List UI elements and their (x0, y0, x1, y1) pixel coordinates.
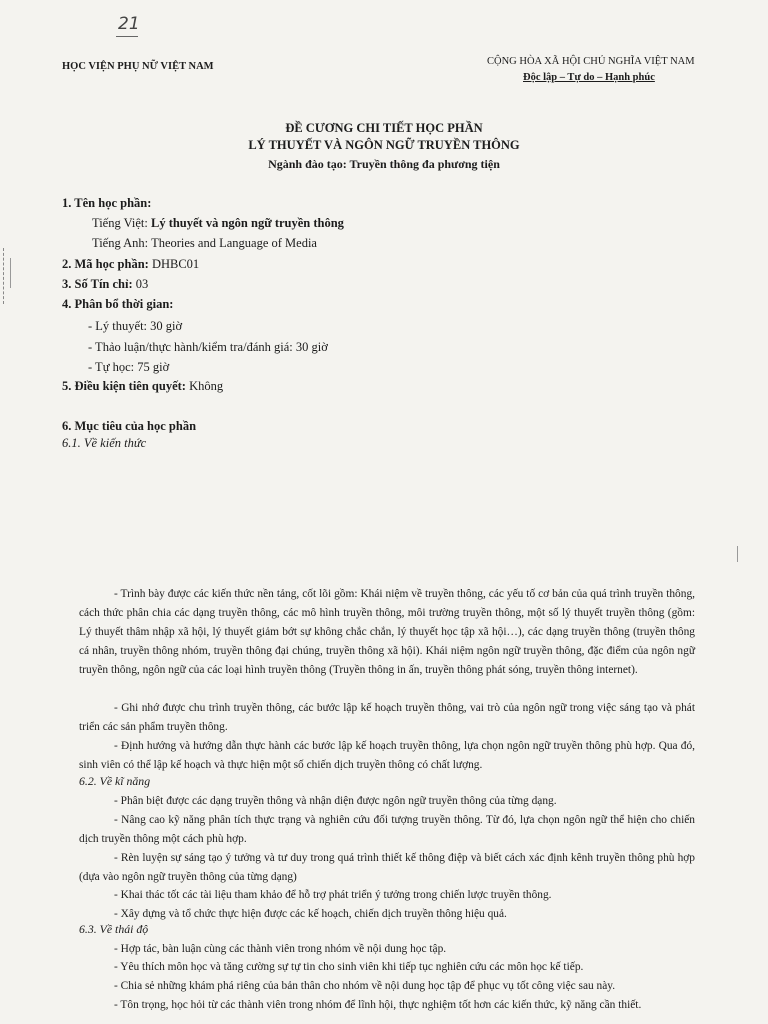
section-1-heading: 1. Tên học phần: (62, 196, 152, 210)
scan-mark (737, 546, 738, 562)
course-title: LÝ THUYẾT VÀ NGÔN NGỮ TRUYỀN THÔNG (248, 138, 520, 152)
value: DHBC01 (151, 257, 200, 271)
label: 5. Điều kiện tiên quyết: (62, 379, 190, 393)
attitude-item-1: - Hợp tác, bàn luận cùng các thành viên trong nhóm về nội dung học tập. (114, 943, 447, 955)
skill-item-5: - Xây dựng và tổ chức thực hiện được các kế hoạch, chiến dịch truyền thông hiệu quả. (114, 908, 507, 920)
attitude-item-3: - Chia sẻ những khám phá riêng của bản thân cho nhóm về nội dung học tập để phục vụ tốt công việc sau này. (114, 980, 616, 992)
section-6-heading: 6. Mục tiêu của học phần (62, 419, 197, 433)
institution-name: HỌC VIỆN PHỤ NỮ VIỆT NAM (62, 61, 214, 72)
knowledge-item-2: - Ghi nhớ được chu trình truyền thông, các bước lập kế hoạch truyền thông, vai trò của ngôn ngữ trong việc sáng tạo và phát triển các sản phẩm truyền thông. (79, 702, 695, 733)
skill-item-1: - Phân biệt được các dạng truyền thông và nhận diện được ngôn ngữ truyền thông của từng dạng. (114, 795, 557, 807)
time-practice: - Thảo luận/thực hành/kiểm tra/đánh giá: 30 giờ (88, 340, 328, 354)
label: 3. Số Tín chỉ: (62, 277, 136, 291)
skill-item-3: - Rèn luyện sự sáng tạo ý tưởng và tư duy trong quá trình thiết kế thông điệp và biết cách xác định kênh truyền thông phù hợp (dựa vào ngôn ngữ truyền thông của từng dạng) (79, 852, 695, 883)
subsection-skills: 6.2. Về kĩ năng (79, 774, 151, 788)
subsection-knowledge: 6.1. Về kiến thức (62, 436, 147, 450)
course-name-vietnamese (92, 216, 344, 231)
value: 03 (135, 277, 149, 291)
value: Lý thuyết và ngôn ngữ truyền thông (150, 216, 344, 230)
prerequisites (62, 379, 223, 394)
knowledge-item-1: - Trình bày được các kiến thức nền tảng, cốt lõi gồm: Khái niệm về truyền thông, các yếu tố cơ bản của quá trình truyền thông, cách thức phân chia các dạng truyền thông, các mô hình truyền thông, môi trường truyền thông, một số lý thuyết truyền thông (gồm: Lý thuyết thâm nhập xã hội, lý thuyết giảm bớt sự không chắc chắn, lý thuyết học tập xã hội…), các dạng truyền thông (truyền thông cá nhân, truyền thông nhóm, truyền thông đại chúng, truyền thông xã hội). Khái niệm ngôn ngữ truyền thông, đặc điểm của ngôn ngữ truyền thông, ngôn ngữ của các loại hình truyền thông (Truyền thông in ấn, truyền thông phát sóng, truyền thông internet). (79, 588, 695, 676)
attitude-item-2: - Yêu thích môn học và tăng cường sự tự tin cho sinh viên khi tiếp tục nghiên cứu các môn học kế tiếp. (114, 961, 584, 973)
label: Tiếng Việt: (92, 216, 151, 230)
section-4-heading: 4. Phân bổ thời gian: (62, 297, 174, 311)
attitude-item-4: - Tôn trọng, học hỏi từ các thành viên trong nhóm để lĩnh hội, thực nghiệm tốt hơn các kiến thức, kỹ năng cần thiết. (114, 999, 642, 1011)
course-code (62, 257, 199, 272)
value: Không (189, 379, 224, 393)
national-motto: Độc lập – Tự do – Hạnh phúc (523, 72, 655, 83)
margin-stamp-mark (10, 258, 17, 288)
skill-item-4: - Khai thác tốt các tài liệu tham khảo để hỗ trợ phát triển ý tưởng trong chiến lược truyền thông. (114, 889, 552, 901)
credits (62, 277, 148, 292)
subsection-attitude: 6.3. Về thái độ (79, 922, 149, 936)
label: 2. Mã học phần: (62, 257, 152, 271)
knowledge-item-3: - Định hướng và hướng dẫn thực hành các bước lập kế hoạch truyền thông, lựa chọn ngôn ngữ truyền thông phù hợp. Qua đó, sinh viên có thể lập kế hoạch và thực hiện một số chiến dịch truyền thông có chất lượng. (79, 740, 695, 771)
time-theory: - Lý thuyết: 30 giờ (88, 319, 183, 333)
time-self-study: - Tự học: 75 giờ (88, 360, 170, 374)
handwritten-page-number: 21 (118, 14, 140, 34)
handwritten-underline (116, 36, 138, 37)
value: Theories and Language of Media (151, 236, 317, 250)
label: Tiếng Anh: (92, 236, 152, 250)
document-title: ĐỀ CƯƠNG CHI TIẾT HỌC PHẦN (285, 121, 483, 135)
skill-item-2: - Nâng cao kỹ năng phân tích thực trạng và nghiên cứu đối tượng truyền thông. Từ đó, lựa chọn ngôn ngữ thể hiện cho chiến dịch truyền thông một cách phù hợp. (79, 814, 695, 845)
national-title: CỘNG HÒA XÃ HỘI CHỦ NGHĨA VIỆT NAM (487, 56, 695, 67)
course-name-english (92, 236, 317, 251)
program-name: Ngành đào tạo: Truyền thông đa phương tiện (268, 157, 500, 171)
